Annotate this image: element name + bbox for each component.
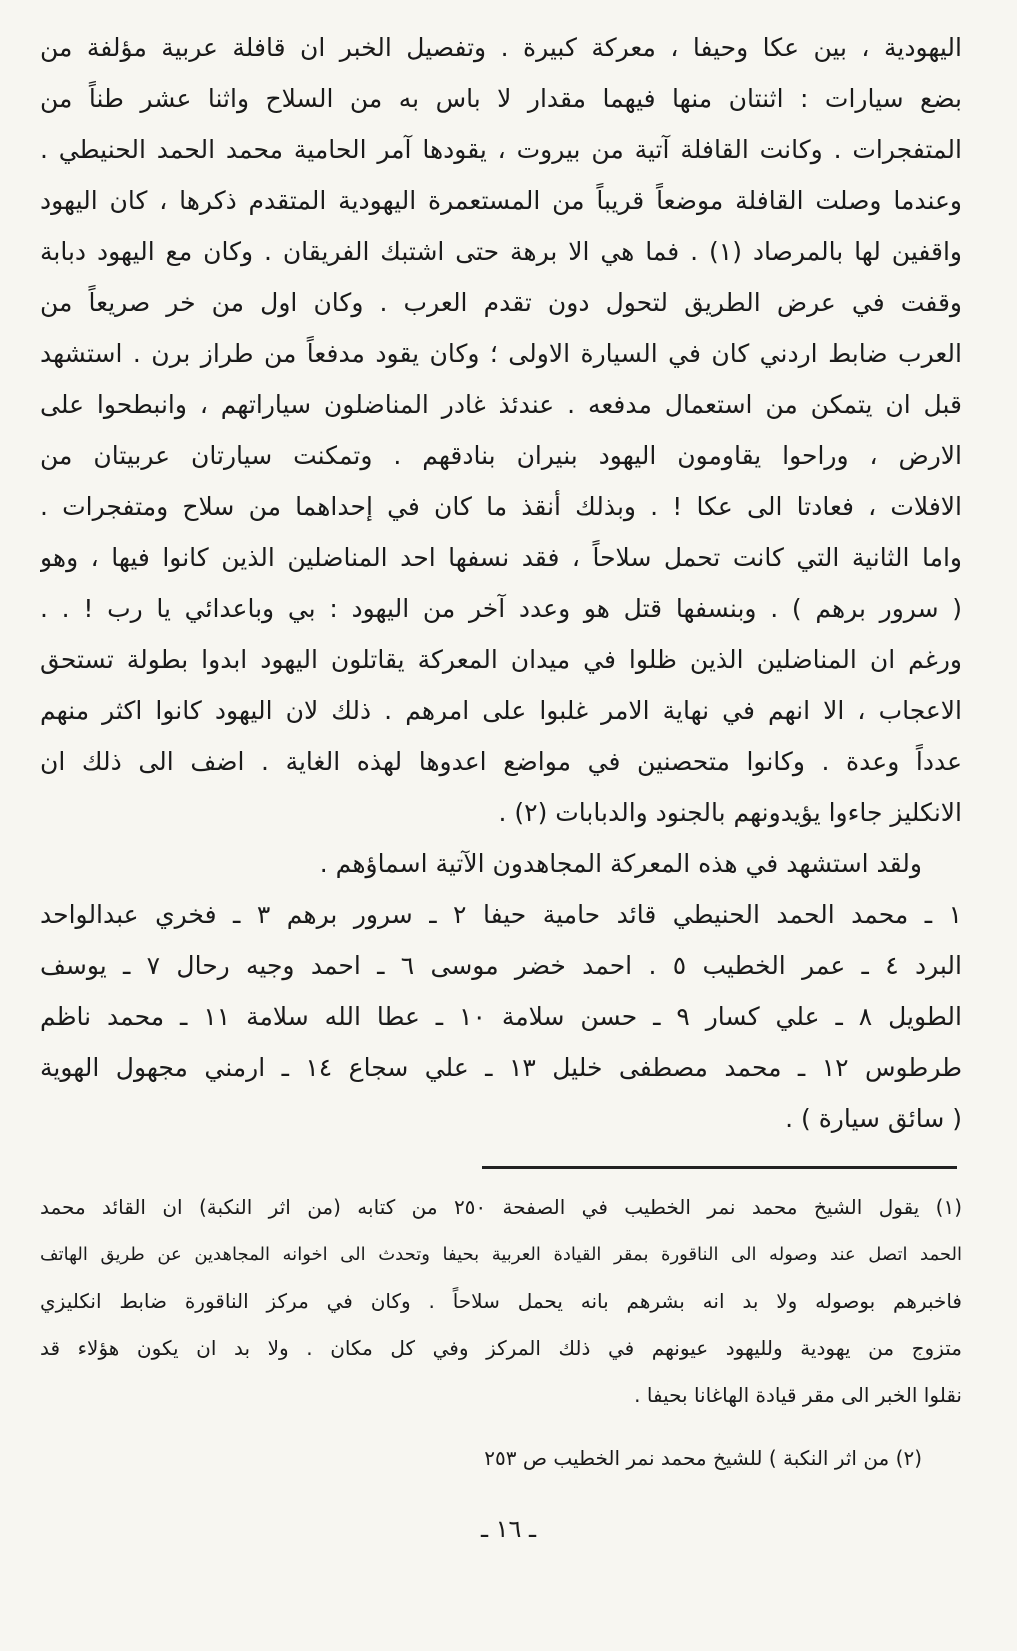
footnote-line: نقلوا الخبر الى مقر قيادة الهاغانا بحيفا . (634, 1383, 962, 1407)
text-line: العرب ضابط اردني كان في السيارة الاولى ؛ وكان يقود مدفعاً من طراز برن . استشهد (40, 339, 962, 368)
text-line: وقفت في عرض الطريق لتحول دون تقدم العرب . وكان اول من خر صريعاً من (40, 288, 962, 317)
text-line: الارض ، وراحوا يقاومون اليهود بنيران بنادقهم . وتمكنت سيارتان عربيتان من (40, 441, 962, 470)
text-line: ( سائق سيارة ) . (785, 1104, 962, 1133)
text-line: ولقد استشهد في هذه المعركة المجاهدون الآتية اسماؤهم . (319, 849, 922, 878)
footnote-divider (482, 1166, 957, 1169)
text-line: ( سرور برهم ) . وبنسفها قتل هو وعدد آخر من اليهود : بي وباعدائي يا رب ! . . (40, 594, 962, 623)
text-line: عدداً وعدة . وكانوا متحصنين في مواضع اعدوها لهذه الغاية . اضف الى ذلك ان (40, 747, 962, 776)
footnotes (40, 1184, 962, 1482)
text-line: واما الثانية التي كانت تحمل سلاحاً ، فقد نسفها احد المناضلين الذين كانوا فيها ، وهو (40, 543, 962, 572)
text-line: الافلات ، فعادتا الى عكا ! . وبذلك أنقذ ما كان في إحداهما من سلاح ومتفجرات . (40, 492, 962, 521)
text-line: ١ ـ محمد الحمد الحنيطي قائد حامية حيفا ٢ ـ سرور برهم ٣ ـ فخري عبدالواحد (40, 900, 962, 929)
text-line: بضع سيارات : اثنتان منها فيهما مقدار لا باس به من السلاح واثنا عشر طناً من (40, 84, 962, 113)
footnote-line: (٢) من اثر النكبة ) للشيخ محمد نمر الخطيب ص ٢٥٣ (484, 1446, 922, 1470)
text-line: المتفجرات . وكانت القافلة آتية من بيروت ، يقودها آمر الحامية محمد الحمد الحنيطي . (40, 135, 962, 164)
text-line: ورغم ان المناضلين الذين ظلوا في ميدان المعركة يقاتلون اليهود ابدوا بطولة تستحق (40, 645, 962, 674)
body-text (40, 22, 962, 1144)
text-line: قبل ان يتمكن من استعمال مدفعه . عندئذ غادر المناضلون سياراتهم ، وانبطحوا على (40, 390, 962, 419)
text-line: واقفين لها بالمرصاد (١) . فما هي الا برهة حتى اشتبك الفريقان . وكان مع اليهود دبابة (40, 237, 962, 266)
footnote-line: (١) يقول الشيخ محمد نمر الخطيب في الصفحة ٢٥٠ من كتابه (من اثر النكبة) ان القائد محمد (40, 1195, 962, 1219)
footnote-line: الحمد اتصل عند وصوله الى الناقورة بمقر القيادة العربية بحيفا وتحدث الى اخوانه المجاهدين عن طريق الهاتف (40, 1244, 962, 1265)
text-line: الانكليز جاءوا يؤيدونهم بالجنود والدبابات (٢) . (498, 798, 962, 827)
text-line: اليهودية ، بين عكا وحيفا ، معركة كبيرة . وتفصيل الخبر ان قافلة عربية مؤلفة من (40, 33, 962, 62)
text-line: البرد ٤ ـ عمر الخطيب ٥ . احمد خضر موسى ٦ ـ احمد وجيه رحال ٧ ـ يوسف (40, 951, 962, 980)
text-line: الاعجاب ، الا انهم في نهاية الامر غلبوا على امرهم . ذلك لان اليهود كانوا اكثر منهم (40, 696, 962, 725)
text-line: وعندما وصلت القافلة موضعاً قريباً من المستعمرة اليهودية المتقدم ذكرها ، كان اليهود (40, 186, 962, 215)
footnote-line: فاخبرهم بوصوله ولا بد انه بشرهم بانه يحمل سلاحاً . وكان في مركز الناقورة ضابط انكليزي (40, 1289, 962, 1313)
text-line: الطويل ٨ ـ علي كسار ٩ ـ حسن سلامة ١٠ ـ عطا الله سلامة ١١ ـ محمد ناظم (40, 1002, 962, 1031)
footnote-line: متزوج من يهودية ولليهود عيونهم في ذلك المركز وفي كل مكان . ولا بد ان يكون هؤلاء قد (40, 1336, 962, 1360)
page-number: ـ ١٦ ـ (480, 1515, 537, 1543)
text-line: طرطوس ١٢ ـ محمد مصطفى خليل ١٣ ـ علي سجاع ١٤ ـ ارمني مجهول الهوية (40, 1053, 962, 1082)
